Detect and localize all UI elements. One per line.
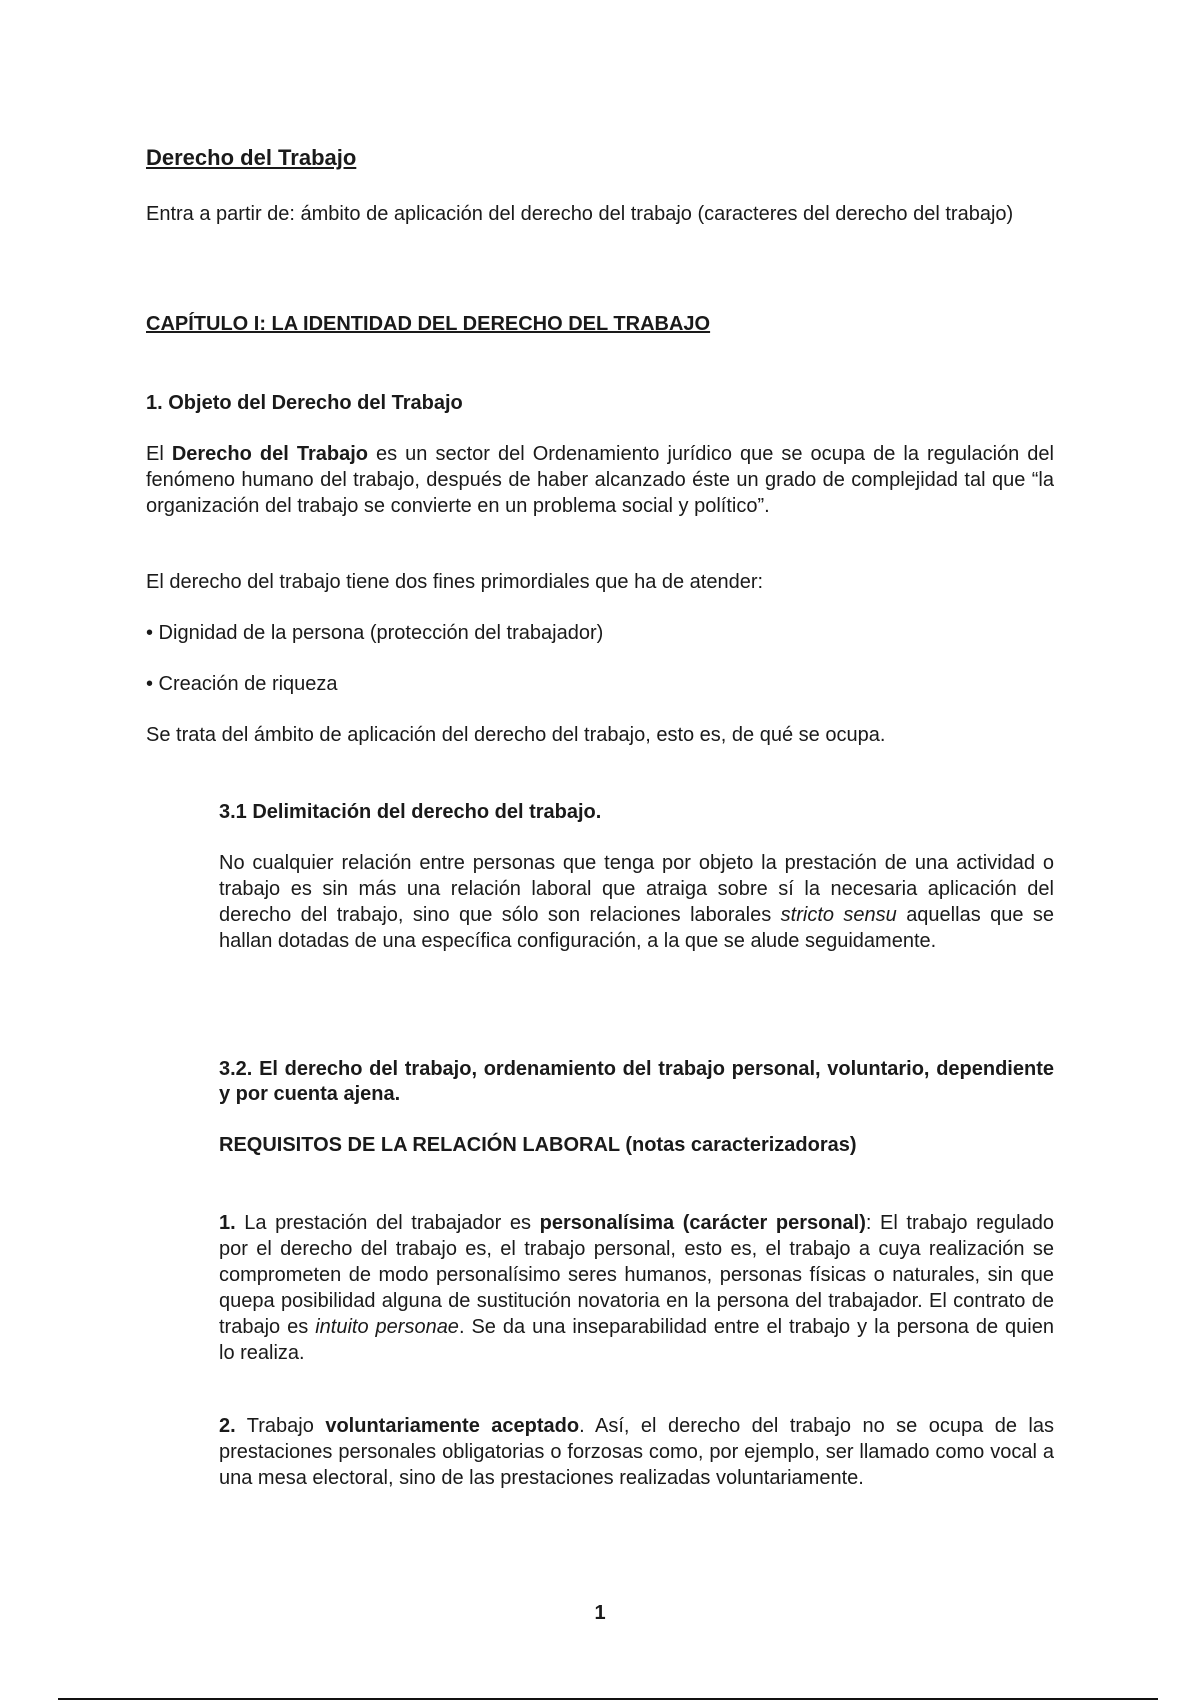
intro-paragraph: Entra a partir de: ámbito de aplicación del derecho del trabajo (caracteres del derecho del trabajo) — [146, 203, 1014, 225]
requirement-item-1 — [219, 1210, 1054, 1366]
chapter-heading: CAPÍTULO I: LA IDENTIDAD DEL DERECHO DEL TRABAJO — [146, 313, 711, 335]
text-run: Trabajo — [235, 1415, 326, 1437]
requirements-heading — [219, 1134, 857, 1157]
page-number: 1 — [594, 1602, 606, 1624]
text-run: : El trabajo regulado por el derecho del trabajo es, el trabajo personal, esto es, el trabajo a cuya realización se comprometen de modo personalísimo seres humanos, personas físicas o naturales, sin que quepa posibilidad alguna de sustitución novatoria en la persona del trabajador. El contrato de trabajo es — [219, 1212, 1054, 1338]
text-run: . Se da una inseparabilidad entre el trabajo y la persona de quien lo realiza. — [219, 1316, 1054, 1364]
text-run: . Así, el derecho del trabajo no se ocupa de las prestaciones personales obligatorias o forzosas como, por ejemplo, ser llamado como vocal a una mesa electoral, sino de las prestaciones realizadas voluntariamente. — [219, 1415, 1054, 1489]
section-3-1-paragraph — [219, 850, 1054, 954]
italic-term: intuito personae — [315, 1316, 459, 1338]
section-3-2-heading: 3.2. El derecho del trabajo, ordenamiento del trabajo personal, voluntario, dependiente y por cuenta ajena. — [219, 1058, 1054, 1105]
text-run: La prestación del trabajador es — [235, 1212, 540, 1234]
bold-term: Derecho del Trabajo — [171, 443, 368, 465]
purposes-intro: El derecho del trabajo tiene dos fines primordiales que ha de atender: — [146, 571, 764, 593]
italic-term: stricto sensu — [780, 904, 897, 926]
scope-paragraph: Se trata del ámbito de aplicación del derecho del trabajo, esto es, de qué se ocupa. — [146, 724, 886, 746]
bold-term: voluntariamente aceptado — [325, 1415, 580, 1437]
requirements-title: REQUISITOS DE LA RELACIÓN LABORAL — [219, 1134, 620, 1156]
text-run: No cualquier relación entre personas que tenga por objeto la prestación de una actividad o trabajo es sin más una relación laboral que atraiga sobre sí la necesaria aplicación del derecho del trabajo, sino que sólo son relaciones laborales — [219, 852, 1054, 926]
requirements-note: (notas caracterizadoras) — [619, 1134, 857, 1156]
section-1-heading: 1. Objeto del Derecho del Trabajo — [146, 392, 463, 414]
text-run: es un sector del Ordenamiento jurídico que se ocupa de la regulación del fenómeno humano del trabajo, después de haber alcanzado éste un grado de complejidad tal que “la organización del trabajo se convierte en un problema social y político”. — [146, 443, 1054, 517]
section-3-1-heading: 3.1 Delimitación del derecho del trabajo. — [219, 801, 602, 823]
bold-term: personalísima (carácter personal) — [539, 1212, 866, 1234]
section-1-paragraph — [146, 441, 1054, 519]
bullet-item: • Dignidad de la persona (protección del trabajador) — [146, 622, 604, 644]
text-run: aquellas que se hallan dotadas de una específica configuración, a la que se alude seguidamente. — [219, 904, 1054, 952]
bullet-item: • Creación de riqueza — [146, 673, 338, 695]
text-run: El — [146, 443, 172, 465]
requirement-item-2 — [219, 1413, 1054, 1491]
item-number: 1. — [219, 1212, 236, 1234]
item-number: 2. — [219, 1415, 236, 1437]
document-title: Derecho del Trabajo — [146, 145, 357, 170]
